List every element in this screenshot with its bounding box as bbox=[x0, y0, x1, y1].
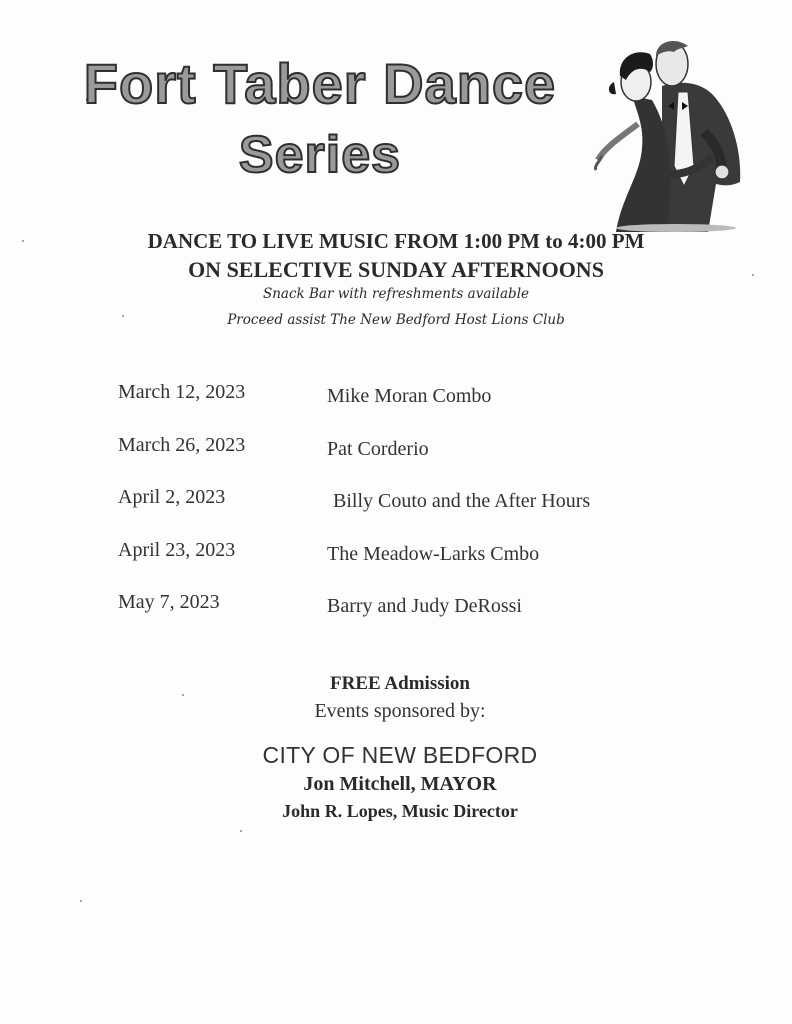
snack-bar-note: Snack Bar with refreshments available bbox=[262, 286, 529, 302]
headline-sunday-afternoons: ON SELECTIVE SUNDAY AFTERNOONS bbox=[188, 257, 604, 282]
sponsored-by-label: Events sponsored by: bbox=[314, 700, 486, 722]
sponsor-mayor: Jon Mitchell, MAYOR bbox=[303, 773, 497, 795]
schedule-row bbox=[118, 539, 718, 592]
event-date: May 7, 2023 bbox=[118, 591, 220, 613]
schedule-list bbox=[118, 381, 718, 644]
scan-dot bbox=[122, 315, 124, 317]
schedule-row bbox=[118, 591, 718, 644]
scan-dot bbox=[182, 694, 184, 696]
scan-dot bbox=[240, 830, 242, 832]
event-date: March 26, 2023 bbox=[118, 433, 246, 456]
scan-dot bbox=[22, 240, 24, 242]
scan-dot bbox=[80, 900, 82, 902]
sponsor-city: CITY OF NEW BEDFORD bbox=[262, 742, 538, 768]
music-director: John R. Lopes, Music Director bbox=[282, 801, 518, 821]
free-admission: FREE Admission bbox=[330, 673, 470, 694]
proceeds-note: Proceed assist The New Bedford Host Lions Club bbox=[227, 312, 565, 328]
event-act: Pat Corderio bbox=[327, 437, 429, 460]
event-act: Billy Couto and the After Hours bbox=[333, 490, 591, 512]
event-date: April 23, 2023 bbox=[118, 538, 236, 561]
dancing-couple-illustration bbox=[592, 36, 754, 232]
title-line-2: Series bbox=[238, 126, 402, 184]
schedule-row bbox=[118, 434, 718, 487]
event-act: Mike Moran Combo bbox=[327, 385, 492, 407]
event-date: April 2, 2023 bbox=[118, 486, 226, 508]
event-act: Barry and Judy DeRossi bbox=[327, 595, 522, 617]
event-act: The Meadow-Larks Cmbo bbox=[327, 542, 540, 565]
event-date: March 12, 2023 bbox=[118, 381, 246, 403]
headline-music-hours: DANCE TO LIVE MUSIC FROM 1:00 PM to 4:00 PM bbox=[147, 229, 645, 253]
schedule-row bbox=[118, 381, 718, 434]
scan-dot bbox=[752, 274, 754, 276]
schedule-row bbox=[118, 486, 718, 539]
title-line-1: Fort Taber Dance bbox=[83, 52, 557, 115]
